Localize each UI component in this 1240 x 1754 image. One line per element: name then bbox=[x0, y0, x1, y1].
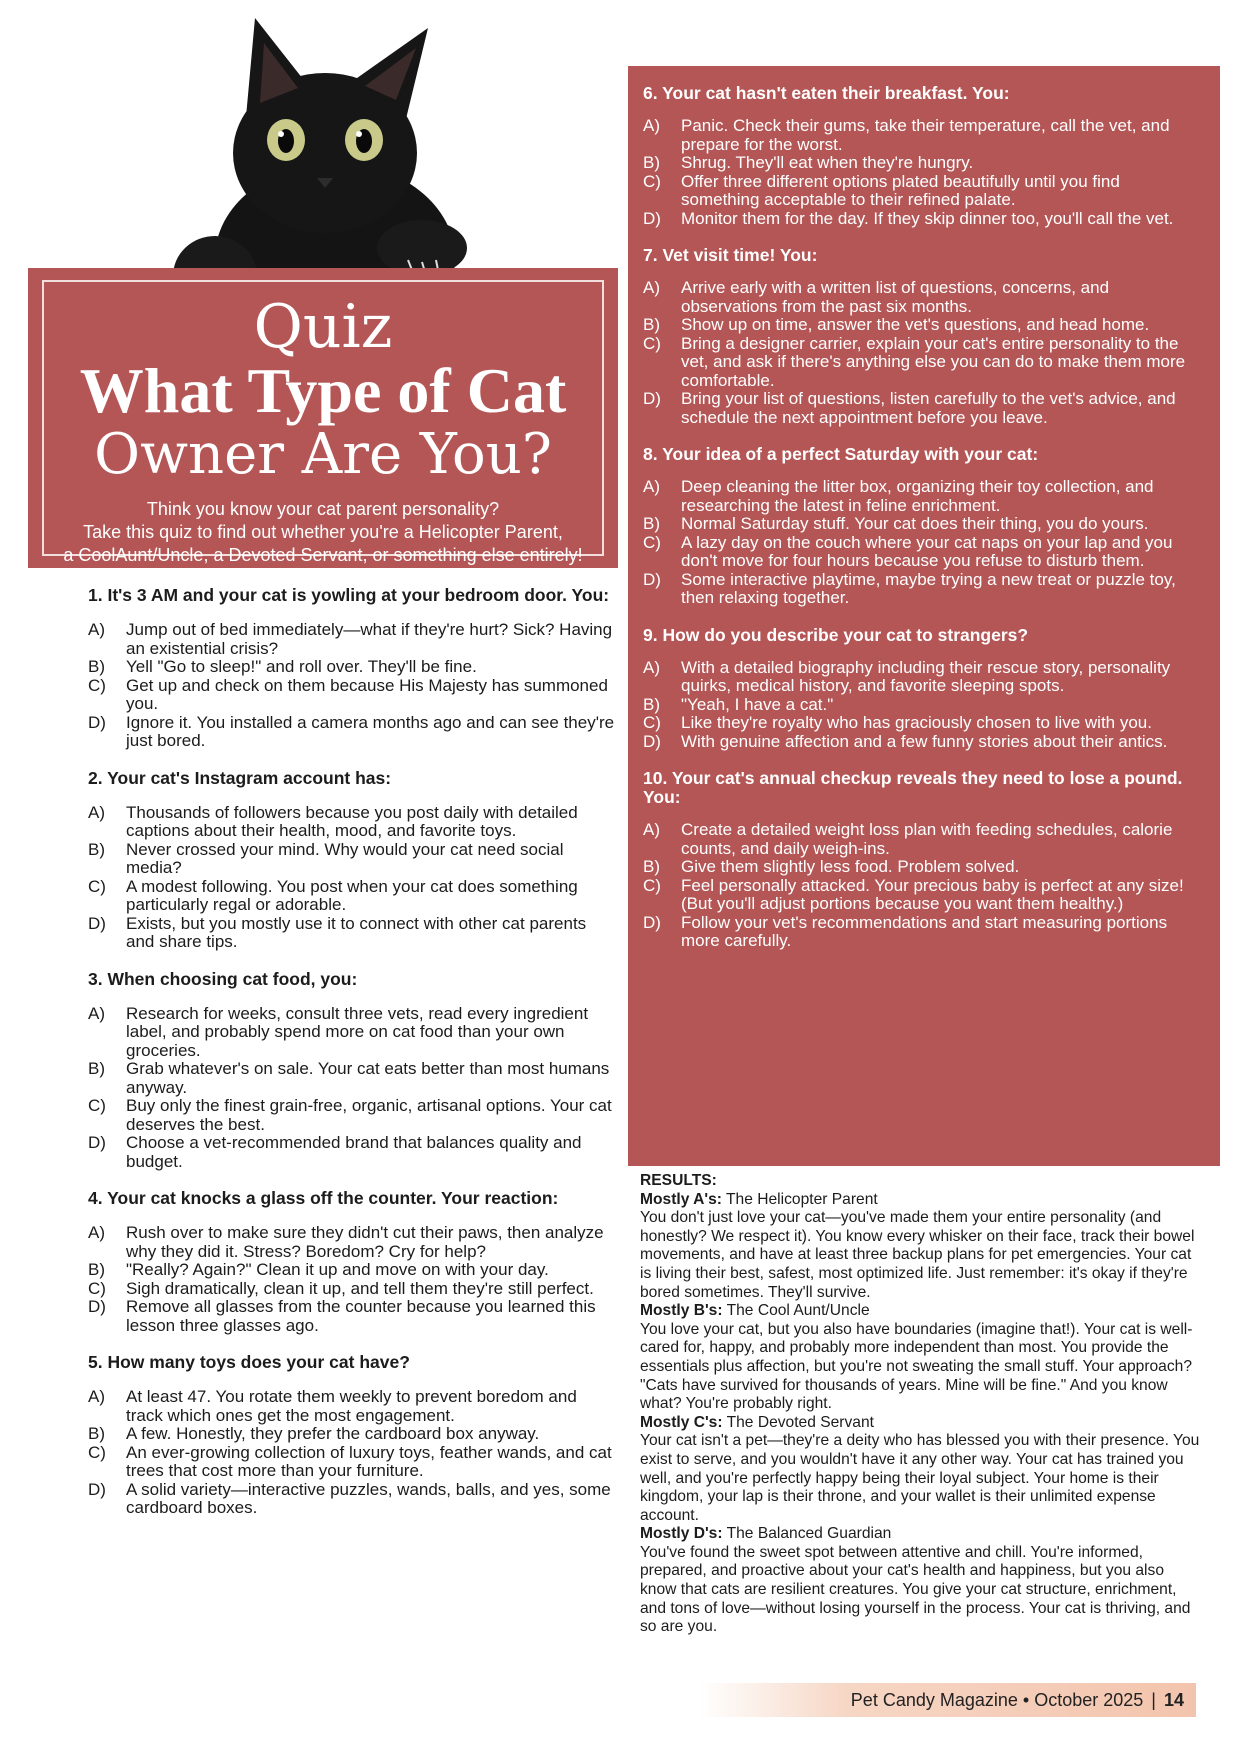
title-frame bbox=[42, 280, 604, 565]
result-title bbox=[640, 1525, 1200, 1544]
option-letter: C) bbox=[643, 875, 661, 895]
option-text: With a detailed biography including their rescue story, personality quirks, medical history, and favorite sleeping spots. bbox=[681, 657, 1171, 695]
option-text: Exists, but you mostly use it to connect with other cat parents and share tips. bbox=[126, 913, 587, 951]
question-block bbox=[643, 246, 1198, 427]
result-description: You've found the sweet spot between attentive and chill. You're informed, prepared, and proactive about your cat's health and happiness, but you also know that cats are resilient creatures. You give your cat structure, enrichment, and tons of love—without losing yourself in the process. Your cat is thriving, and so are you. bbox=[640, 1543, 1191, 1636]
intro-line: Think you know your cat parent personality? bbox=[146, 499, 500, 519]
answer-option bbox=[643, 696, 1198, 715]
option-letter: C) bbox=[643, 713, 661, 732]
answer-option bbox=[643, 714, 1198, 733]
option-text: Grab whatever's on sale. Your cat eats better than most humans anyway. bbox=[126, 1059, 610, 1097]
option-text: Deep cleaning the litter box, organizing their toy collection, and researching the latest in feline enrichment. bbox=[681, 477, 1154, 515]
answer-option bbox=[643, 210, 1198, 229]
option-letter: D) bbox=[88, 1133, 106, 1152]
answer-option bbox=[88, 677, 616, 714]
question-text: 9. How do you describe your cat to strangers? bbox=[643, 624, 1029, 645]
option-letter: C) bbox=[88, 876, 106, 896]
intro-line: a CoolAunt/Uncle, a Devoted Servant, or something else entirely! bbox=[63, 545, 583, 565]
answer-option bbox=[643, 733, 1198, 752]
answer-option bbox=[88, 804, 616, 841]
footer-separator: | bbox=[1151, 1690, 1156, 1710]
option-text: Rush over to make sure they didn't cut their paws, then analyze why they did it. Stress? Boredom? Cry for help? bbox=[126, 1223, 604, 1261]
question-block bbox=[643, 445, 1198, 608]
result-description: You love your cat, but you also have boundaries (imagine that!). Your cat is well-cared for, happy, and probably more independent than most. You provide the essentials plus affection, but you're not sweating the small stuff. Your approach? "Cats have survived for thousands of years. Mine will be fine." And you know what? You're probably right. bbox=[640, 1320, 1193, 1413]
answer-option bbox=[643, 571, 1198, 608]
result-type-name: The Balanced Guardian bbox=[722, 1525, 892, 1543]
option-letter: B) bbox=[88, 839, 105, 859]
option-text: Yell "Go to sleep!" and roll over. They'll be fine. bbox=[126, 657, 477, 676]
answer-option bbox=[88, 714, 616, 751]
option-text: Bring a designer carrier, explain your cat's entire personality to the vet, and ask if there's anything else you can do to make them more comfortable. bbox=[681, 333, 1186, 390]
option-text: Shrug. They'll eat when they're hungry. bbox=[681, 153, 974, 172]
option-letter: A) bbox=[643, 657, 660, 677]
question-text: 10. Your cat's annual checkup reveals they need to lose a pound. You: bbox=[643, 768, 1183, 807]
option-letter: D) bbox=[643, 208, 661, 228]
option-text: Create a detailed weight loss plan with feeding schedules, calorie counts, and daily weigh-ins. bbox=[681, 820, 1173, 858]
intro-line: Take this quiz to find out whether you're a Helicopter Parent, bbox=[83, 522, 563, 542]
results-list bbox=[640, 1191, 1200, 1637]
option-letter: A) bbox=[643, 278, 660, 297]
answer-option bbox=[643, 390, 1198, 427]
questions-right-column bbox=[643, 84, 1198, 951]
option-letter: A) bbox=[643, 116, 660, 135]
title-panel bbox=[28, 268, 618, 568]
question-text: 2. Your cat's Instagram account has: bbox=[88, 767, 392, 788]
question-block bbox=[88, 586, 616, 751]
option-text: Thousands of followers because you post daily with detailed captions about their health, mood, and favorite toys. bbox=[126, 802, 578, 840]
option-letter: A) bbox=[88, 620, 105, 639]
option-text: Like they're royalty who has graciously chosen to live with you. bbox=[681, 713, 1152, 732]
option-text: Remove all glasses from the counter because you learned this lesson three glasses ago. bbox=[126, 1297, 596, 1335]
option-letter: B) bbox=[88, 1260, 105, 1279]
option-text: Monitor them for the day. If they skip dinner too, you'll call the vet. bbox=[681, 208, 1174, 228]
option-letter: B) bbox=[88, 1424, 105, 1443]
question-block bbox=[88, 769, 616, 952]
page-number: 14 bbox=[1163, 1690, 1184, 1710]
answer-option bbox=[643, 515, 1198, 534]
option-letter: A) bbox=[88, 1387, 105, 1406]
option-letter: A) bbox=[643, 820, 660, 839]
result-type-name: The Devoted Servant bbox=[722, 1413, 874, 1431]
question-text: 4. Your cat knocks a glass off the counter. Your reaction: bbox=[88, 1188, 559, 1208]
results-section bbox=[640, 1172, 1200, 1637]
answer-option bbox=[88, 1481, 616, 1518]
title-intro bbox=[44, 498, 602, 567]
option-letter: A) bbox=[643, 477, 660, 496]
answer-option bbox=[643, 335, 1198, 391]
option-text: Never crossed your mind. Why would your cat need social media? bbox=[126, 839, 564, 877]
option-text: At least 47. You rotate them weekly to prevent boredom and track which ones get the most engagement. bbox=[126, 1387, 577, 1425]
option-text: Panic. Check their gums, take their temperature, call the vet, and prepare for the worst. bbox=[681, 116, 1170, 154]
option-text: Arrive early with a written list of questions, concerns, and observations from the past six months. bbox=[681, 278, 1110, 316]
answer-option bbox=[88, 878, 616, 915]
option-text: Choose a vet-recommended brand that balances quality and budget. bbox=[126, 1133, 582, 1171]
option-text: Sigh dramatically, clean it up, and tell them they're still perfect. bbox=[126, 1278, 594, 1298]
answer-option bbox=[643, 659, 1198, 696]
option-text: Show up on time, answer the vet's questions, and head home. bbox=[681, 315, 1150, 334]
option-letter: D) bbox=[88, 913, 106, 933]
option-text: Bring your list of questions, listen carefully to the vet's advice, and schedule the next appointment before you leave. bbox=[681, 389, 1176, 427]
answer-option bbox=[643, 154, 1198, 173]
answer-option bbox=[643, 877, 1198, 914]
answer-option bbox=[88, 841, 616, 878]
option-text: Get up and check on them because His Majesty has summoned you. bbox=[126, 675, 608, 713]
option-letter: D) bbox=[88, 712, 106, 732]
option-text: Jump out of bed immediately—what if they're hurt? Sick? Having an existential crisis? bbox=[126, 620, 613, 658]
option-letter: C) bbox=[88, 1278, 106, 1298]
result-type-name: The Helicopter Parent bbox=[721, 1190, 878, 1208]
option-text: Give them slightly less food. Problem solved. bbox=[681, 857, 1020, 876]
question-block bbox=[643, 769, 1198, 951]
result-label: Mostly D's: bbox=[640, 1525, 723, 1543]
option-text: A modest following. You post when your cat does something particularly regal or adorable. bbox=[126, 876, 578, 914]
option-letter: D) bbox=[643, 569, 661, 589]
option-letter: B) bbox=[643, 514, 660, 533]
answer-option bbox=[88, 1134, 616, 1171]
option-letter: B) bbox=[643, 315, 660, 334]
option-letter: A) bbox=[88, 1223, 105, 1242]
answer-option bbox=[88, 621, 616, 658]
option-letter: B) bbox=[88, 1059, 105, 1078]
result-title bbox=[640, 1414, 1200, 1433]
result-label: Mostly B's: bbox=[640, 1302, 723, 1320]
answer-option bbox=[643, 478, 1198, 515]
results-heading: RESULTS: bbox=[640, 1172, 717, 1189]
result-label: Mostly A's: bbox=[640, 1190, 722, 1208]
option-letter: A) bbox=[88, 1003, 105, 1023]
option-letter: B) bbox=[643, 153, 660, 172]
option-letter: C) bbox=[643, 532, 661, 552]
answer-option bbox=[88, 1005, 616, 1061]
option-letter: D) bbox=[88, 1479, 106, 1499]
result-label: Mostly C's: bbox=[640, 1413, 723, 1431]
result-title bbox=[640, 1191, 1200, 1210]
question-block bbox=[88, 1353, 616, 1518]
option-letter: D) bbox=[88, 1297, 106, 1316]
answer-option bbox=[88, 1298, 616, 1335]
option-text: Offer three different options plated beautifully until you find something acceptable to their refined palate. bbox=[681, 171, 1120, 209]
question-text: 3. When choosing cat food, you: bbox=[88, 968, 358, 989]
option-letter: C) bbox=[88, 1442, 106, 1462]
option-text: With genuine affection and a few funny stories about their antics. bbox=[681, 731, 1168, 751]
option-text: "Yeah, I have a cat." bbox=[681, 694, 834, 714]
answer-option bbox=[88, 915, 616, 952]
result-description: You don't just love your cat—you've made them your entire personality (and honestly? We respect it). You know every whisker on their face, track their bowel movements, and have at least three backup plans for pet emergencies. Your cat is living their best, safest, most optimized life. Just remember: it's okay if they're bored sometimes. They'll survive. bbox=[640, 1209, 1195, 1301]
answer-option bbox=[643, 914, 1198, 951]
page-footer bbox=[700, 1683, 1196, 1717]
option-text: Research for weeks, consult three vets, read every ingredient label, and probably spend more on cat food than your own groceries. bbox=[126, 1003, 589, 1060]
question-text: 8. Your idea of a perfect Saturday with your cat: bbox=[643, 444, 1039, 464]
publication-name: Pet Candy Magazine • October 2025 bbox=[850, 1690, 1144, 1710]
option-letter: C) bbox=[88, 675, 106, 695]
answer-option bbox=[643, 858, 1198, 877]
option-text: Feel personally attacked. Your precious baby is perfect at any size! (But you'll adjust portions because you want them healthy.) bbox=[681, 875, 1184, 913]
option-letter: C) bbox=[88, 1096, 106, 1115]
result-type-name: The Cool Aunt/Uncle bbox=[722, 1302, 870, 1320]
option-text: A few. Honestly, they prefer the cardboard box anyway. bbox=[126, 1424, 540, 1443]
result-title bbox=[640, 1302, 1200, 1321]
answer-option bbox=[88, 1261, 616, 1280]
option-letter: B) bbox=[643, 857, 660, 876]
option-letter: C) bbox=[643, 333, 661, 353]
answer-option bbox=[643, 534, 1198, 571]
answer-option bbox=[88, 1060, 616, 1097]
question-block bbox=[643, 84, 1198, 228]
question-block bbox=[88, 970, 616, 1172]
question-text: 6. Your cat hasn't eaten their breakfast. You: bbox=[643, 83, 1010, 103]
answer-option bbox=[643, 173, 1198, 210]
result-description: Your cat isn't a pet—they're a deity who has blessed you with their presence. You exist to serve, and you wouldn't have it any other way. Your cat has trained you well, and you're perfectly happy being their loyal subject. Your home is their kingdom, your lap is their throne, and your wallet is their unlimited expense account. bbox=[640, 1432, 1200, 1524]
option-text: "Really? Again?" Clean it up and move on with your day. bbox=[126, 1260, 549, 1279]
question-text: 1. It's 3 AM and your cat is yowling at your bedroom door. You: bbox=[88, 585, 610, 605]
option-letter: D) bbox=[643, 912, 661, 932]
option-text: Normal Saturday stuff. Your cat does their thing, you do yours. bbox=[681, 514, 1149, 533]
answer-option bbox=[88, 1388, 616, 1425]
answer-option bbox=[88, 1097, 616, 1134]
title-main: What Type of Cat bbox=[79, 355, 567, 426]
answer-option bbox=[88, 658, 616, 677]
option-letter: A) bbox=[88, 802, 105, 822]
questions-right-panel bbox=[628, 66, 1220, 1166]
option-text: Some interactive playtime, maybe trying a new treat or puzzle toy, then relaxing together. bbox=[681, 569, 1176, 607]
question-text: 7. Vet visit time! You: bbox=[643, 245, 818, 265]
option-letter: D) bbox=[643, 389, 661, 408]
questions-left-column bbox=[88, 586, 616, 1536]
answer-option bbox=[88, 1224, 616, 1261]
answer-option bbox=[88, 1444, 616, 1481]
title-sub: Owner Are You? bbox=[94, 422, 552, 487]
option-text: A lazy day on the couch where your cat naps on your lap and you don't move for four hours because you refuse to disturb them. bbox=[681, 532, 1173, 570]
answer-option bbox=[643, 316, 1198, 335]
option-letter: B) bbox=[88, 657, 105, 676]
option-text: Ignore it. You installed a camera months ago and can see they're just bored. bbox=[126, 712, 615, 750]
option-letter: D) bbox=[643, 731, 661, 751]
title-quiz: Quiz bbox=[253, 292, 393, 362]
option-letter: C) bbox=[643, 171, 661, 191]
question-text: 5. How many toys does your cat have? bbox=[88, 1352, 410, 1372]
answer-option bbox=[88, 1425, 616, 1444]
question-block bbox=[643, 626, 1198, 752]
answer-option bbox=[643, 117, 1198, 154]
question-block bbox=[88, 1189, 616, 1335]
option-text: An ever-growing collection of luxury toys, feather wands, and cat trees that cost more than your furniture. bbox=[126, 1442, 612, 1480]
option-letter: B) bbox=[643, 694, 660, 714]
option-text: A solid variety—interactive puzzles, wands, balls, and yes, some cardboard boxes. bbox=[126, 1479, 611, 1517]
option-text: Buy only the finest grain-free, organic, artisanal options. Your cat deserves the best. bbox=[126, 1096, 612, 1134]
option-text: Follow your vet's recommendations and start measuring portions more carefully. bbox=[681, 912, 1168, 950]
answer-option bbox=[643, 821, 1198, 858]
answer-option bbox=[643, 279, 1198, 316]
answer-option bbox=[88, 1280, 616, 1299]
